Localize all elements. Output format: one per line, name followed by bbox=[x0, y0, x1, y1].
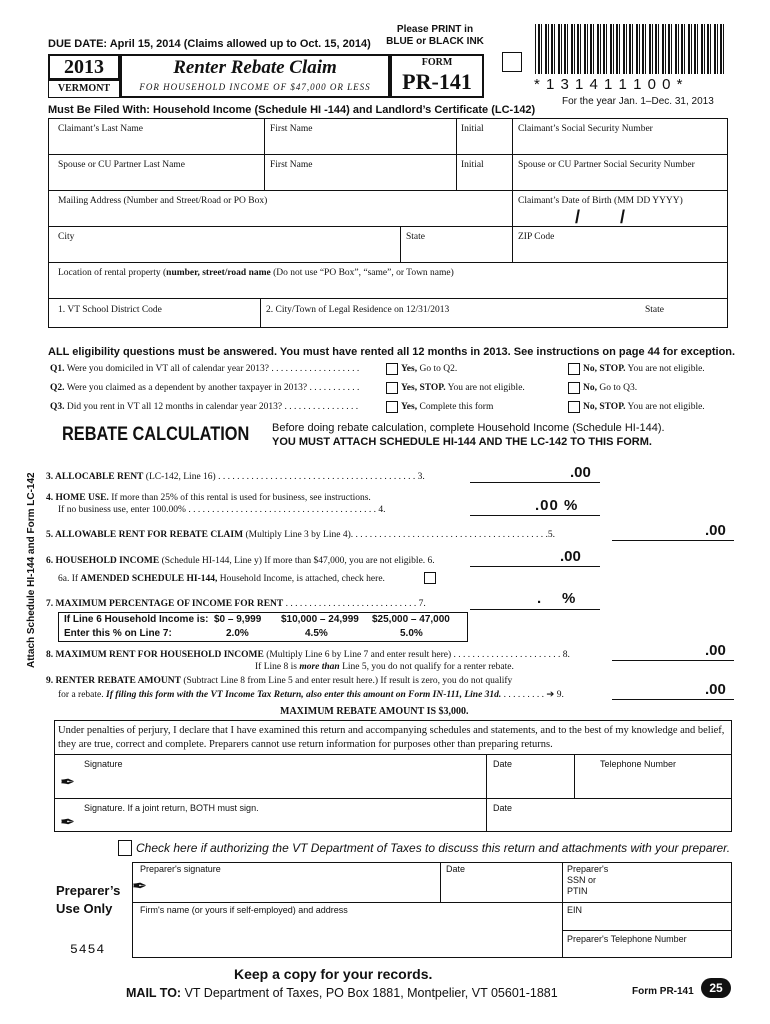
form-code: 5454 bbox=[70, 942, 106, 957]
authorize-preparer-checkbox[interactable] bbox=[118, 840, 132, 856]
year-box: 2013 bbox=[48, 54, 120, 80]
claimant-info-grid bbox=[48, 118, 728, 328]
line6-label: 6. HOUSEHOLD INCOME (Schedule HI-144, Line y) If more than $47,000, you are not eligible. 6. bbox=[46, 556, 435, 566]
preparer-date-field[interactable]: Date bbox=[446, 864, 466, 874]
ssn-field[interactable]: Claimant’s Social Security Number bbox=[518, 124, 653, 134]
line9-input[interactable] bbox=[612, 699, 734, 700]
year-range: For the year Jan. 1–Dec. 31, 2013 bbox=[562, 96, 714, 107]
must-file: Must Be Filed With: Household Income (Schedule HI -144) and Landlord’s Certificate (LC-142) bbox=[48, 104, 536, 116]
line8-amount: .00 bbox=[705, 642, 726, 659]
line3-input[interactable] bbox=[470, 482, 600, 483]
state-box: VERMONT bbox=[48, 80, 120, 98]
preparer-phone-field[interactable]: Preparer's Telephone Number bbox=[567, 934, 687, 944]
town-residence-field[interactable]: 2. City/Town of Legal Residence on 12/31/2013 bbox=[266, 305, 450, 315]
preparer-title: Preparer’s Use Only bbox=[56, 883, 121, 916]
yes-label: Yes, Go to Q2. bbox=[401, 364, 458, 374]
eligibility-heading: ALL eligibility questions must be answered. You must have rented all 12 months in 2013. See instructions on page 44 for exception. bbox=[48, 346, 736, 358]
form-number-box: FORM PR-141 bbox=[390, 54, 484, 98]
first-name-field[interactable]: First Name bbox=[270, 124, 313, 134]
spouse-last-name-field[interactable]: Spouse or CU Partner Last Name bbox=[58, 160, 185, 170]
ein-field[interactable]: EIN bbox=[567, 905, 583, 915]
barcode-check-box[interactable] bbox=[502, 52, 522, 72]
table-row1-col3: $25,000 – 47,000 bbox=[372, 614, 450, 625]
rental-location-field[interactable]: Location of rental property (number, street/road name (Do not use “PO Box”, “same”, or Town name) bbox=[58, 268, 454, 278]
rebate-note-2: YOU MUST ATTACH SCHEDULE HI-144 AND THE LC-142 TO THIS FORM. bbox=[272, 436, 652, 448]
line4-label: 4. HOME USE. If more than 25% of this rental is used for business, see instructions. bbox=[46, 493, 371, 503]
line5-label: 5. ALLOWABLE RENT FOR REBATE CLAIM (Multiply Line 3 by Line 4). . . . . . . . . . . . . . . . . . . . . . . . . . . . . . . . . . . . . . . . . .5. bbox=[46, 530, 555, 540]
yes-label: Yes, STOP. You are not eligible. bbox=[401, 383, 525, 393]
line6-input[interactable] bbox=[470, 566, 600, 567]
no-label: No, STOP. You are not eligible. bbox=[583, 402, 705, 412]
table-row1-label: If Line 6 Household Income is: bbox=[64, 614, 209, 625]
state-field[interactable]: State bbox=[406, 232, 425, 242]
mailing-address-field[interactable]: Mailing Address (Number and Street/Road or PO Box) bbox=[58, 196, 268, 206]
form-number: PR-141 bbox=[402, 69, 472, 94]
city-field[interactable]: City bbox=[58, 232, 75, 242]
town-state-label: State bbox=[645, 305, 664, 315]
table-row1-col1: $0 – 9,999 bbox=[214, 614, 262, 625]
line5-input[interactable] bbox=[612, 540, 734, 541]
barcode bbox=[535, 24, 725, 74]
line3-amount: .00 bbox=[570, 464, 591, 481]
no-checkbox[interactable] bbox=[568, 363, 580, 375]
max-rebate: MAXIMUM REBATE AMOUNT IS $3,000. bbox=[280, 706, 469, 717]
form-subtitle: FOR HOUSEHOLD INCOME OF $47,000 OR LESS bbox=[139, 82, 371, 92]
school-district-field[interactable]: 1. VT School District Code bbox=[58, 305, 162, 315]
question-text: Q3. Did you rent in VT all 12 months in calendar year 2013? . . . . . . . . . . . . . . . . bbox=[50, 402, 359, 412]
form-title: Renter Rebate Claim bbox=[173, 57, 337, 78]
barcode-number: * 1 3 1 4 1 1 1 0 0 * bbox=[534, 76, 684, 93]
telephone-field[interactable]: Telephone Number bbox=[600, 759, 677, 769]
signature-date-field[interactable]: Date bbox=[493, 759, 513, 769]
line7-input[interactable] bbox=[470, 609, 600, 610]
line4-amount: .00 % bbox=[535, 497, 579, 514]
line8-input[interactable] bbox=[612, 660, 734, 661]
no-label: No, Go to Q3. bbox=[583, 383, 638, 393]
question-text: Q2. Were you claimed as a dependent by another taxpayer in 2013? . . . . . . . . . . . bbox=[50, 383, 360, 393]
line6-amount: .00 bbox=[560, 548, 581, 565]
keep-copy: Keep a copy for your records. bbox=[234, 966, 433, 982]
table-row2-col1: 2.0% bbox=[226, 628, 249, 639]
line8-label: 8. MAXIMUM RENT FOR HOUSEHOLD INCOME (Multiply Line 6 by Line 7 and enter result here) . . . . . . . . . . . . . . . . . . . . . . . 8. bbox=[46, 650, 570, 660]
joint-date-field[interactable]: Date bbox=[493, 803, 513, 813]
print-note: Please PRINT in BLUE or BLACK INK bbox=[386, 24, 484, 47]
spouse-ssn-field[interactable]: Spouse or CU Partner Social Security Number bbox=[518, 160, 695, 170]
line5-amount: .00 bbox=[705, 522, 726, 539]
yes-checkbox[interactable] bbox=[386, 382, 398, 394]
line9-amount: .00 bbox=[705, 681, 726, 698]
line9-label: 9. RENTER REBATE AMOUNT (Subtract Line 8 from Line 5 and enter result here.) If result is zero, you do not qualify bbox=[46, 676, 513, 686]
line4-label-b: If no business use, enter 100.00% . . . . . . . . . . . . . . . . . . . . . . . . . . . . . . . . . . . . . . . . 4. bbox=[58, 505, 386, 515]
signature-field[interactable]: Signature bbox=[84, 759, 123, 769]
dob-field[interactable]: Claimant’s Date of Birth (MM DD YYYY) bbox=[518, 196, 683, 206]
line9-label-b: for a rebate. If filing this form with the VT Income Tax Return, also enter this amount on Form IN-111, Line 31d. . . . . . . . . . ➔ 9. bbox=[58, 690, 564, 700]
initial-field[interactable]: Initial bbox=[461, 124, 484, 134]
no-label: No, STOP. You are not eligible. bbox=[583, 364, 705, 374]
yes-checkbox[interactable] bbox=[386, 363, 398, 375]
line8-note: If Line 8 is more than Line 5, you do not qualify for a renter rebate. bbox=[255, 662, 514, 672]
joint-signature-field[interactable]: Signature. If a joint return, BOTH must sign. bbox=[84, 803, 259, 813]
yes-checkbox[interactable] bbox=[386, 401, 398, 413]
preparer-ssn-field[interactable]: Preparer's SSN or PTIN bbox=[567, 864, 609, 896]
line6a-label: 6a. If AMENDED SCHEDULE HI-144, Household Income, is attached, check here. bbox=[58, 574, 385, 584]
line7-label: 7. MAXIMUM PERCENTAGE OF INCOME FOR RENT . . . . . . . . . . . . . . . . . . . . . . . . . . . . 7. bbox=[46, 599, 426, 609]
dob-slashes: / / bbox=[575, 207, 626, 227]
line7-amount: . % bbox=[537, 590, 576, 607]
pen-icon: ✒ bbox=[60, 812, 76, 832]
form-reference: Form PR-141 bbox=[632, 986, 694, 997]
table-row2-col2: 4.5% bbox=[305, 628, 328, 639]
table-row1-col2: $10,000 – 24,999 bbox=[281, 614, 359, 625]
spouse-first-name-field[interactable]: First Name bbox=[270, 160, 313, 170]
spouse-initial-field[interactable]: Initial bbox=[461, 160, 484, 170]
perjury-declaration: Under penalties of perjury, I declare that I have examined this return and accompanying schedules and statements, and to the best of my knowledge and belief, they are true, correct and complete. Preparers cannot use return information for purposes other than preparing returns. bbox=[58, 725, 725, 750]
rebate-note-1: Before doing rebate calculation, complete Household Income (Schedule HI-144). bbox=[272, 422, 665, 434]
no-checkbox[interactable] bbox=[568, 401, 580, 413]
line4-input[interactable] bbox=[470, 515, 600, 516]
pen-icon: ✒ bbox=[132, 876, 148, 896]
rebate-heading: REBATE CALCULATION bbox=[62, 424, 250, 445]
authorize-text: Check here if authorizing the VT Department of Taxes to discuss this return and attachments with your preparer. bbox=[136, 841, 731, 855]
table-row2-col3: 5.0% bbox=[400, 628, 423, 639]
firm-name-field[interactable]: Firm's name (or yours if self-employed) and address bbox=[140, 905, 348, 915]
preparer-signature-field[interactable]: Preparer's signature bbox=[140, 864, 221, 874]
yes-label: Yes, Complete this form bbox=[401, 402, 494, 412]
table-row2-label: Enter this % on Line 7: bbox=[64, 628, 172, 639]
no-checkbox[interactable] bbox=[568, 382, 580, 394]
line3-label: 3. ALLOCABLE RENT (LC-142, Line 16) . . . . . . . . . . . . . . . . . . . . . . . . . . . . . . . . . . . . . . . . . . 3. bbox=[46, 472, 425, 482]
question-text: Q1. Were you domiciled in VT all of calendar year 2013? . . . . . . . . . . . . . . . . . . . bbox=[50, 364, 360, 374]
zip-field[interactable]: ZIP Code bbox=[518, 232, 555, 242]
mail-to: MAIL TO: VT Department of Taxes, PO Box 1881, Montpelier, VT 05601-1881 bbox=[126, 986, 558, 1000]
due-date: DUE DATE: April 15, 2014 (Claims allowed up to Oct. 15, 2014) bbox=[48, 38, 371, 50]
attach-side-text: Attach Schedule HI-144 and Form LC-142 bbox=[26, 472, 37, 668]
page-number: 25 bbox=[701, 978, 731, 998]
amended-checkbox[interactable] bbox=[424, 572, 436, 584]
pen-icon: ✒ bbox=[60, 772, 76, 792]
title-box bbox=[120, 54, 390, 98]
last-name-field[interactable]: Claimant’s Last Name bbox=[58, 124, 143, 134]
